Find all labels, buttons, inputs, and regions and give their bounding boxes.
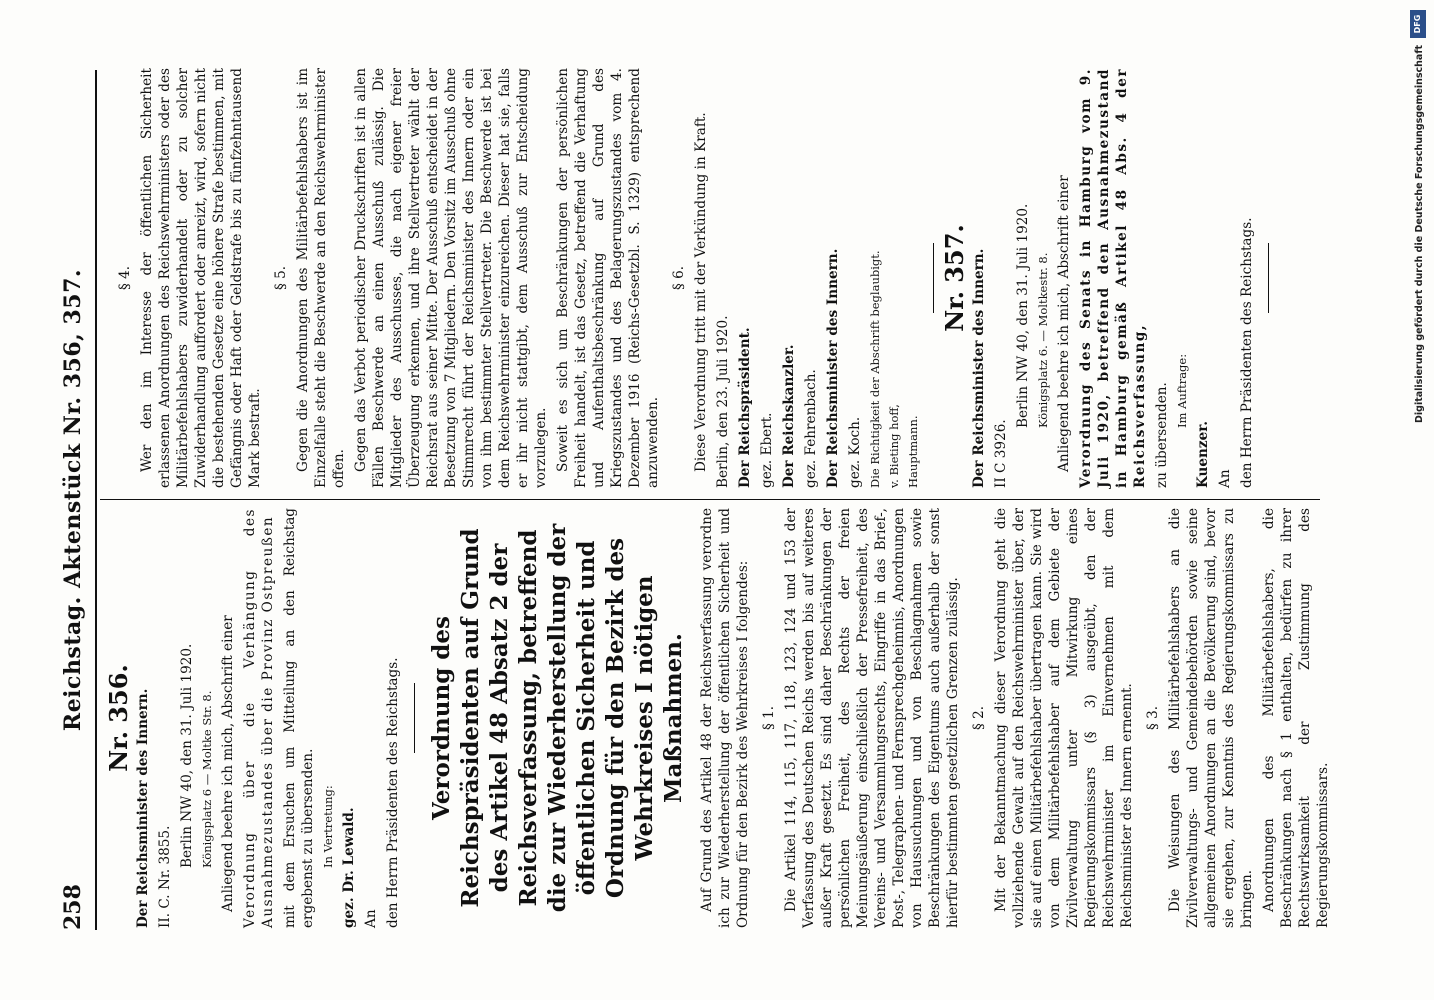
verordnung-intro: Auf Grund des Artikel 48 der Reichsverfassung verordne ich zur Wiederherstellung der öffentlichen Sicherheit und Ordnung für den Bezirk des Wehrkreises I folgendes: [699, 508, 751, 928]
paragraph-6-text: Diese Verordnung tritt mit der Verkündung in Kraft. [693, 112, 709, 472]
paragraph-5-text-a: Gegen die Anordnungen des Militärbefehlshabers ist im Einzelfalle steht die Beschwerde an den Reichswehrminister offen. [295, 68, 347, 488]
doc357-body-request: zu übersenden. [1154, 382, 1170, 488]
chancellor-signature: gez. Fehrenbach. [803, 369, 819, 488]
paragraph-5-text-c: Soweit es sich um Beschränkungen der persönlichen Freiheit handelt, ist das Gesetz, betreffend die Verhaftung und Aufenthaltsbeschränkung auf Grund des Kriegszustandes und des Belagerungszustandes vom 4. Dezember 1916 (Reichs-Gesetzbl. S. 1329) entsprechend anzuwenden. [555, 68, 661, 488]
doc357-body-intro: Anliegend beehre ich mich, Abschrift einer [1056, 175, 1072, 472]
paragraph-5-text-b: Gegen das Verbot periodischer Druckschriften ist in allen Fällen Beschwerde an einen Ausschuß zulässig. Die Mitglieder des Ausschusses, die nach eigener freier Überzeugung erkennen, und ihre Stellvertreter wählt der Reichsrat aus seiner Mitte. Der Ausschuß entscheidet in der Besetzung von 7 Mitgliedern. Den Vorsitz im Ausschuß ohne Stimmrecht führt der Reichsminister des Innern oder ein von ihm bestimmter Stellvertreter. Die Beschwerde ist bei dem Reichswehrminister einzureichen. Dieser hat sie, falls er ihr nicht stattgibt, dem Ausschuß zur Entscheidung vorzulegen. [353, 68, 549, 488]
doc357-addressee: den Herrn Präsidenten des Reichstags. [1239, 217, 1255, 488]
paragraph-3-text-b: Anordnungen des Militärbefehlshabers, die Beschränkungen nach § 1 enthalten, bedürfen zu ihrer Rechtswirksamkeit der Zustimmung des Regierungskommissars. [1261, 508, 1331, 928]
right-column [108, 68, 1281, 488]
paragraph-4-text: Wer den im Interesse der öffentlichen Sicherheit erlassenen Anordnungen des Reichswehrministers oder des Militärbefehlshabers zuwiderhandelt oder zu solcher Zuwiderhandlung auffordert oder anreizt, wird, sofern nicht die bestehenden Gesetze eine höhere Strafe bestimmen, mit Gefängnis oder Haft oder Geldstrafe bis zu fünfzehntausend Mark bestraft. [139, 68, 263, 488]
header-rule [95, 70, 97, 930]
doc357-auftrag: Im Auftrage: [1175, 353, 1189, 428]
doc356-vertretung: In Vertretung: [321, 785, 335, 868]
doc356-reference: II. C. Nr. 3855. [157, 825, 173, 928]
doc356-number: Nr. 356. [104, 664, 133, 772]
paragraph-2-text: Mit der Bekanntmachung dieser Verordnung geht die vollziehende Gewalt auf den Reichswehrminister über, der sie auf einen Militärbefehlshaber übertragen kann. Sie wird von dem Militärbefehlshaber auf dem Gebiete der Zivilverwaltung unter Mitwirkung eines Regierungskommissars (§ 3) ausgeübt, den der Reichswehrminister im Einvernehmen mit dem Reichsminister des Innern ernennt. [993, 508, 1135, 928]
doc357-address: Königsplatz 6. — Moltkestr. 8. [1036, 252, 1050, 428]
separator [414, 683, 415, 753]
certification-rank: Hauptmann. [906, 415, 920, 488]
page-header [60, 70, 90, 930]
credit-text: Digitalisierung gefördert durch die Deutsche Forschungsgemeinschaft [1414, 45, 1425, 423]
doc357-signature: Kuenzer. [1195, 421, 1211, 488]
doc356-date: Berlin NW 40, den 31. Juli 1920. [179, 643, 195, 868]
doc356-address: Königsplatz 6 — Moltke Str. 8. [200, 690, 214, 868]
chancellor-title: Der Reichskanzler. [781, 344, 797, 488]
separator [933, 243, 934, 313]
paragraph-3-text-a: Die Weisungen des Militärbefehlshabers an die Zivilverwaltungs- und Gemeindebehörden sowie seine allgemeinen Anordnungen an die Bevölkerung sind, bevor sie ergehen, zur Kenntnis des Regierungskommissars zu bringen. [1167, 508, 1255, 928]
interior-minister-title: Der Reichsminister des Innern. [825, 248, 841, 488]
certification-name: v. Bieting hoff, [887, 404, 901, 488]
paragraph-2-heading: § 2. [971, 705, 987, 731]
paragraph-5-heading: § 5. [273, 265, 289, 291]
verordnung-date: Berlin, den 23. Juli 1920. [715, 315, 731, 488]
verordnung-title: Verordnung des Reichspräsidenten auf Grund des Artikel 48 Absatz 2 der Reichsverfassung, betreffend die zur Wiederherstellung der öffentlichen Sicherheit und Ordnung für den Bezirk des Wehrkreises I nötigen Maßnahmen. [428, 523, 687, 913]
digitization-credit [1404, 0, 1434, 1000]
left-column [104, 508, 1336, 928]
doc357-reference: II C 3926. [993, 419, 1009, 488]
doc356-an: An [363, 909, 379, 928]
doc356-sender: Der Reichsminister des Innern. [135, 688, 151, 928]
doc357-body-subject: Verordnung des Senats in Hamburg vom 9. Juli 1920, betreffend den Ausnahmezustand in Hamburg gemäß Artikel 48 Abs. 4 der Reichsverfassung, [1078, 68, 1148, 488]
doc357-an: An [1217, 469, 1233, 488]
paragraph-6-heading: § 6. [671, 265, 687, 291]
page-title: Reichstag. Aktenstück Nr. 356, 357. [60, 268, 86, 732]
doc356-addressee: den Herrn Präsidenten des Reichstags. [385, 657, 401, 928]
doc357-number: Nr. 357. [940, 224, 969, 332]
interior-minister-signature: gez. Koch. [847, 416, 863, 488]
dfg-logo: DFG [1410, 10, 1426, 38]
column-divider [100, 499, 1320, 500]
separator [1268, 243, 1269, 313]
doc356-body-request: mit dem Ersuchen um Mitteilung an den Reichstag ergebenst zu übersenden. [282, 508, 316, 928]
paragraph-4-heading: § 4. [117, 265, 133, 291]
doc356-body-subject: Verordnung über die Verhängung des Ausnahmezustandes über die Provinz Ostpreußen [242, 508, 276, 928]
doc357-date: Berlin NW 40, den 31. Juli 1920. [1015, 203, 1031, 428]
paragraph-3-heading: § 3. [1145, 705, 1161, 731]
page-number: 258 [60, 884, 86, 930]
doc356-signature: gez. Dr. Lewald. [341, 807, 357, 928]
paragraph-1-text: Die Artikel 114, 115, 117, 118, 123, 124 und 153 der Verfassung des Deutschen Reichs werden bis auf weiteres außer Kraft gesetzt. Es sind daher Beschränkungen der persönlichen Freiheit, des Rechts der freien Meinungsäußerung einschließlich der Pressefreiheit, des Vereins- und Versammlungsrechts, Eingriffe in das Brief-, Post-, Telegraphen- und Fernsprechgeheimnis, Anordnungen von Haussuchungen und von Beschlagnahmen sowie Beschränkungen des Eigentums auch außerhalb der sonst hierfür bestimmten gesetzlichen Grenzen zulässig. [783, 508, 961, 928]
doc357-sender: Der Reichsminister des Innern. [971, 248, 987, 488]
president-title: Der Reichspräsident. [737, 327, 753, 488]
doc356-body-intro: Anliegend beehre ich mich, Abschrift einer [220, 615, 236, 912]
certification-note: Die Richtigkeit der Abschrift beglaubigt. [868, 250, 882, 488]
president-signature: gez. Ebert. [759, 412, 775, 488]
paragraph-1-heading: § 1. [761, 705, 777, 731]
